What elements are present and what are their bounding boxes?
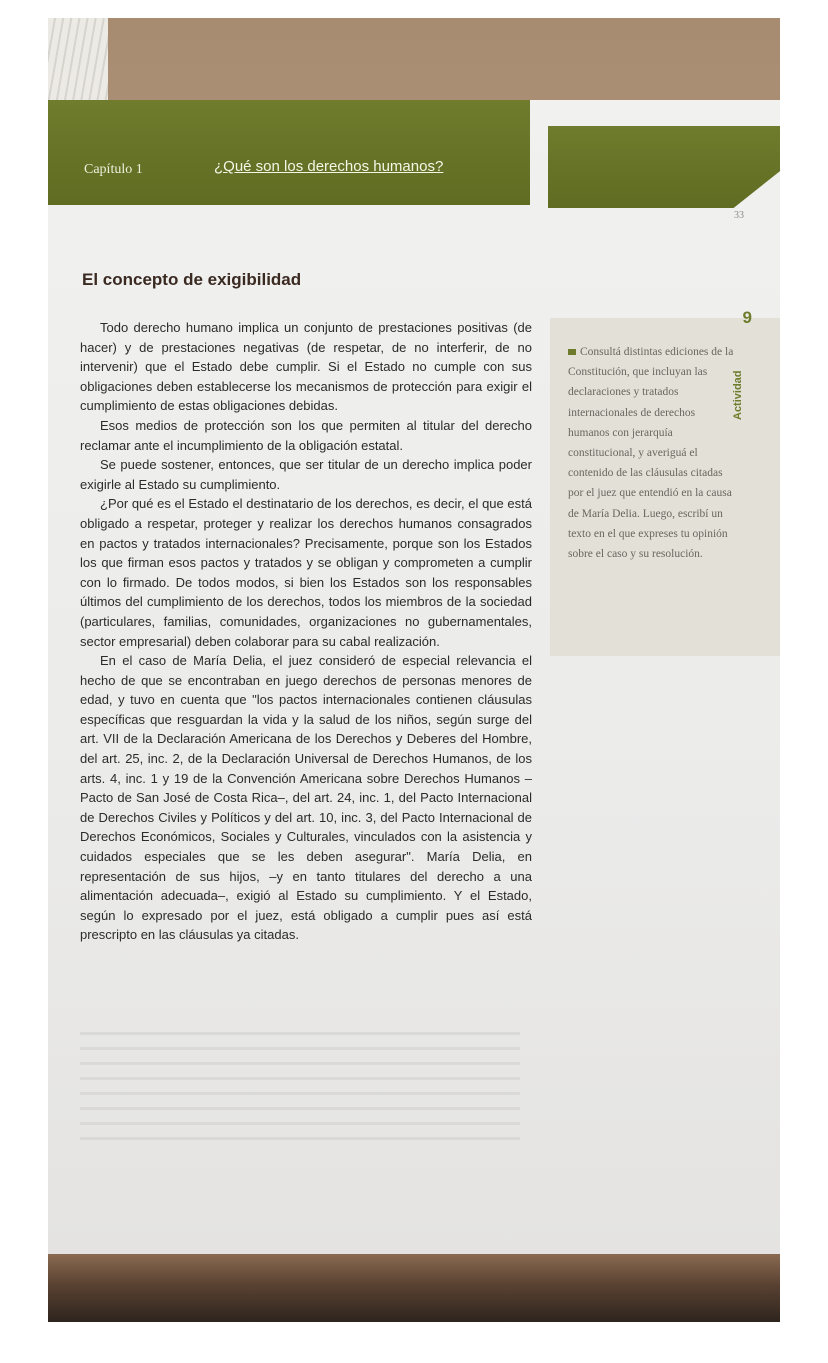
paragraph: Todo derecho humano implica un conjunto de prestaciones positivas (de hacer) y de prestaciones negativas (de respetar, de no interferir, de no intervenir) que el Estado debe cumplir. Si el Estado no cumple con sus obligaciones deben establecerse los mecanismos de protección para exigir el cumplimiento de estas obligaciones debidas. — [80, 320, 532, 414]
stacked-pages — [48, 18, 108, 108]
chapter-label: Capítulo 1 — [84, 162, 143, 177]
section-title: El concepto de exigibilidad — [82, 270, 302, 289]
paragraph: Esos medios de protección son los que permiten al titular del derecho reclamar ante el incumplimiento de la obligación estatal. — [80, 417, 532, 453]
square-bullet-icon — [568, 349, 576, 355]
page-number: 33 — [734, 210, 744, 221]
chapter-header-band — [48, 100, 530, 205]
paragraph: Se puede sostener, entonces, que ser titular de un derecho implica poder exigirle al Estado su cumplimiento. — [80, 457, 532, 492]
activity-number: 9 — [742, 308, 752, 327]
activity-box — [550, 308, 780, 656]
activity-text: Consultá distintas ediciones de la Constitución, que incluyan las declaraciones y tratados internacionales de derechos humanos con jerarquía constitucional, y averiguá el contenido de las cláusulas citadas por el juez que entendió en la causa de María Delia. Luego, escribí un texto en el que expreses tu opinión sobre el caso y su resolución. — [568, 346, 734, 561]
activity-text-block — [568, 342, 738, 564]
margin-header-band — [548, 126, 780, 208]
paragraph: ¿Por qué es el Estado el destinatario de los derechos, es decir, el que está obligado a respetar, proteger y realizar los derechos humanos consagrados en pactos y tratados internacionales? Precisamente, porque son los Estados los que firman esos pactos y tratados y se obligan y comprometen a cumplir con lo firmado. De todos modos, si bien los Estados son los responsables últimos del cumplimiento de los derechos, todos los miembros de la sociedad (particulares, familias, comunidades, organizaciones no gubernamentales, sector empresarial) deben colaborar para su cabal realización. — [80, 496, 532, 649]
paragraph: En el caso de María Delia, el juez consideró de especial relevancia el hecho de que se encontraban en juego derechos de personas menores de edad, y tuvo en cuenta que "los pactos internacionales contienen cláusulas específicas que resguardan la vida y la salud de los niños, según surge del art. VII de la Declaración Americana de los Derechos y Deberes del Hombre, del art. 25, inc. 2, de la Declaración Universal de Derechos Humanos, de los arts. 4, inc. 1 y 19 de la Convención Americana sobre Derechos Humanos –Pacto de San José de Costa Rica–, del art. 24, inc. 1, del Pacto Internacional de Derechos Civiles y Políticos y del art. 10, inc. 3, del Pacto Internacional de Derechos Económicos, Sociales y Culturales, vinculados con la asistencia y cuidados especiales que se les deben asegurar". María Delia, en representación de sus hijos, –y en tanto titulares del derecho a una alimentación adecuada–, exigió al Estado su cumplimiento. Y el Estado, según lo expresado por el juez, está obligado a cumplir pues así está prescripto en las cláusulas ya citadas. — [80, 653, 532, 943]
activity-label: Actividad — [732, 370, 744, 420]
bleed-through-text — [80, 1020, 520, 1140]
book-photo — [48, 18, 780, 1322]
book-page — [48, 100, 780, 1260]
table-surface — [48, 1254, 780, 1322]
chapter-title: ¿Qué son los derechos humanos? — [214, 158, 444, 175]
body-text — [80, 318, 532, 945]
